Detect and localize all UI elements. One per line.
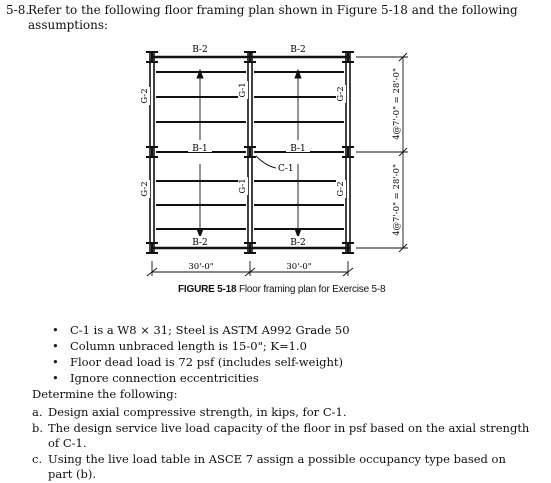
label-g2-left-bottom: G-2 xyxy=(140,181,150,197)
determine-heading: Determine the following: xyxy=(32,387,178,401)
task-item xyxy=(32,452,532,482)
dim-bay-bottom: 4@7'-0" = 28'-0" xyxy=(392,164,402,236)
label-b2-bottom-left: B-2 xyxy=(192,238,208,248)
figure-caption-number: FIGURE 5-18 xyxy=(178,284,237,295)
figure-caption xyxy=(178,284,385,295)
label-b1-right: B-1 xyxy=(290,144,306,154)
task-label: c. xyxy=(32,452,43,466)
label-c1: C-1 xyxy=(278,164,294,174)
label-g2-right-top: G-2 xyxy=(336,86,346,102)
label-g1-top: G-1 xyxy=(238,82,248,98)
assumptions-list xyxy=(52,322,350,386)
assumption-item: • C-1 is a W8 × 31; Steel is ASTM A992 Grade 50 xyxy=(52,322,350,338)
label-g1-bottom: G-1 xyxy=(238,178,248,194)
task-text: Using the live load table in ASCE 7 assign a possible occupancy type based on part (b). xyxy=(48,452,506,481)
dim-span-left: 30'-0" xyxy=(188,262,214,272)
dim-bay-top: 4@7'-0" = 28'-0" xyxy=(392,68,402,140)
task-label: b. xyxy=(32,421,44,435)
assumption-item: • Ignore connection eccentricities xyxy=(52,370,350,386)
problem-intro: Refer to the following floor framing plan shown in Figure 5-18 and the following assumptions: xyxy=(28,3,518,32)
label-b1-left: B-1 xyxy=(192,144,208,154)
c1-leader xyxy=(256,156,276,168)
assumption-item: • Floor dead load is 72 psf (includes self-weight) xyxy=(52,354,350,370)
dim-span-right: 30'-0" xyxy=(286,262,312,272)
task-item xyxy=(32,421,532,451)
task-text: Design axial compressive strength, in kips, for C-1. xyxy=(48,405,347,419)
task-item xyxy=(32,405,532,420)
task-text: The design service live load capacity of the floor in psf based on the axial strength of C-1. xyxy=(48,421,530,450)
task-label: a. xyxy=(32,405,43,419)
bay-arrow-head-4 xyxy=(295,229,301,237)
figure-caption-text: Floor framing plan for Exercise 5-8 xyxy=(238,284,386,295)
assumption-item: • Column unbraced length is 15-0"; K=1.0 xyxy=(52,338,350,354)
tasks-list xyxy=(32,405,532,483)
label-g2-right-bottom: G-2 xyxy=(336,181,346,197)
label-g2-left-top: G-2 xyxy=(140,88,150,104)
label-b2-top-right: B-2 xyxy=(290,45,306,55)
label-b2-bottom-right: B-2 xyxy=(290,238,306,248)
problem-number: 5-8. xyxy=(6,3,30,17)
label-b2-top-left: B-2 xyxy=(192,45,208,55)
bay-arrow-head-3 xyxy=(197,229,203,237)
